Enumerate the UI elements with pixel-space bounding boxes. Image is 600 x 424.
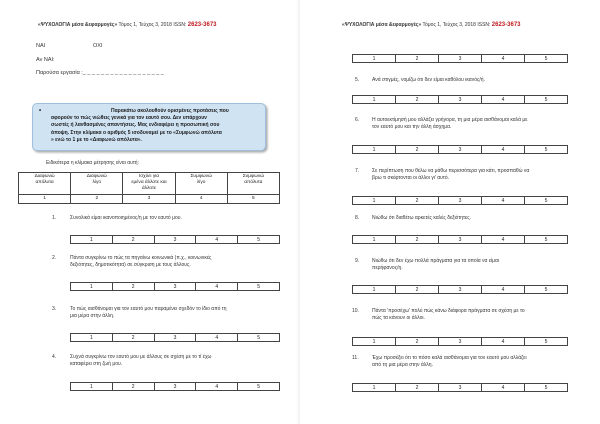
question-number: 3. xyxy=(52,306,57,312)
instruction-line: Παρακάτω ακολουθούν ορισμένες προτάσεις που xyxy=(111,108,229,114)
legend-cell-4: Συμφωνώ λίγο xyxy=(175,173,227,195)
rating-option[interactable]: 5 xyxy=(525,236,568,244)
rating-scale xyxy=(70,235,280,244)
legend-number: 1 xyxy=(19,195,71,204)
question-text: Πάντα 'προσέχω' πολύ πώς κάνω διάφορα πράγματα σε σχέση με το πώς τα κάνουν οι άλλοι. xyxy=(372,308,525,321)
rating-option[interactable]: 3 xyxy=(439,197,482,205)
right-page xyxy=(300,0,600,424)
rating-option[interactable]: 2 xyxy=(396,384,439,392)
rating-option[interactable]: 5 xyxy=(238,334,280,342)
issn-number: 2623-3673 xyxy=(491,22,521,28)
legend-number: 4 xyxy=(175,195,227,204)
rating-option[interactable]: 5 xyxy=(525,338,568,346)
rating-option[interactable]: 4 xyxy=(196,236,238,244)
rating-option[interactable]: 3 xyxy=(154,236,196,244)
rating-option[interactable]: 4 xyxy=(196,283,238,291)
rating-option[interactable]: 2 xyxy=(112,283,154,291)
rating-option[interactable]: 5 xyxy=(525,55,568,63)
question-text: Έχω προσέξει ότι το πόσο καλά αισθάνομαι για τον εαυτό μου αλλάζει από τη μια μέρα στην άλλη. xyxy=(372,355,527,368)
question-text: Το πώς αισθάνομαι για τον εαυτό μου παραμένει σχεδόν το ίδιο από τη μια μέρα στην άλλη. xyxy=(70,306,227,319)
rating-option[interactable]: 2 xyxy=(396,197,439,205)
question-text: Η αυτοεκτίμησή μου αλλάζει γρήγορα, τη μια μέρα αισθάνομαι καλά με τον εαυτό μου και την άλλη άσχημα. xyxy=(372,117,528,130)
rating-option[interactable]: 3 xyxy=(154,334,196,342)
rating-scale xyxy=(70,382,280,391)
page-header xyxy=(38,22,217,28)
rating-option[interactable]: 4 xyxy=(196,383,238,391)
rating-option[interactable]: 1 xyxy=(71,283,113,291)
journal-volume: Τόμος 1, Τεύχος 3, 2018 xyxy=(422,22,476,28)
rating-option[interactable]: 2 xyxy=(112,383,154,391)
issn-number: 2623-3673 xyxy=(187,22,217,28)
legend-cell-2: Διαφωνώ λίγο xyxy=(71,173,123,195)
issn-label: ISSN: xyxy=(173,22,187,28)
instruction-line: άποψη. Στην κλίμακα ο αριθμός 5 ισοδυναμεί με το «Συμφωνώ απόλυτα xyxy=(51,129,222,136)
rating-option[interactable]: 4 xyxy=(482,146,525,154)
instruction-line: σωστές ή λανθασμένες απαντήσεις. Μας ενδιαφέρει η προσωπική σου xyxy=(51,122,220,129)
legend-number: 2 xyxy=(71,195,123,204)
rating-option[interactable]: 4 xyxy=(482,96,525,104)
rating-option[interactable]: 4 xyxy=(482,338,525,346)
question-number: 7. xyxy=(355,168,360,174)
rating-option[interactable]: 5 xyxy=(525,286,568,294)
rating-option[interactable]: 2 xyxy=(396,96,439,104)
journal-title: «ΨΥΧΟΛΟΓΙΑ μέσα &εφαρμογές» xyxy=(38,22,118,28)
question-number: 6. xyxy=(355,117,360,123)
legend-cell-5: Συμφωνώ απόλυτα xyxy=(227,173,279,195)
rating-option[interactable]: 5 xyxy=(238,283,280,291)
rating-scale xyxy=(352,285,568,294)
rating-scale xyxy=(352,145,568,154)
rating-option[interactable]: 2 xyxy=(396,236,439,244)
question-text: Συνολικά είμαι ικανοποιημένος/η με τον εαυτό μου. xyxy=(70,215,182,221)
rating-option[interactable]: 4 xyxy=(482,384,525,392)
rating-option[interactable]: 1 xyxy=(71,383,113,391)
yes-label: ΝΑΙ xyxy=(36,43,46,49)
question-text: Νιώθω ότι διαθέτω αρκετές καλές δεξιότητες. xyxy=(372,215,472,221)
question-text: Πάντα συγκρίνω το πώς τα πηγαίνω κοινωνικά (π.χ., κοινωνικές δεξιότητες, δημοτικότητα) σε σύγκριση με τους άλλους. xyxy=(70,255,212,268)
rating-option[interactable]: 4 xyxy=(482,236,525,244)
legend-number: 3 xyxy=(123,195,175,204)
question-number: 1. xyxy=(52,215,57,221)
rating-option[interactable]: 3 xyxy=(439,384,482,392)
page-header xyxy=(342,22,521,28)
rating-option[interactable]: 1 xyxy=(353,197,396,205)
rating-option[interactable]: 2 xyxy=(396,338,439,346)
rating-scale xyxy=(352,95,568,104)
rating-scale xyxy=(352,337,568,346)
instruction-line: αφορούν το πώς νιώθεις γενικά για τον εαυτό σου. Δεν υπάρχουν xyxy=(51,115,207,122)
rating-option[interactable]: 3 xyxy=(439,146,482,154)
rating-option[interactable]: 5 xyxy=(525,96,568,104)
instructions-box xyxy=(32,103,266,151)
rating-option[interactable]: 3 xyxy=(154,283,196,291)
journal-title: «ΨΥΧΟΛΟΓΙΑ μέσα &εφαρμογές» xyxy=(342,22,422,28)
rating-option[interactable]: 3 xyxy=(439,286,482,294)
question-number: 10. xyxy=(352,308,359,314)
rating-option[interactable]: 2 xyxy=(396,286,439,294)
rating-option[interactable]: 1 xyxy=(71,236,113,244)
rating-option[interactable]: 1 xyxy=(353,384,396,392)
question-number: 2. xyxy=(52,255,57,261)
rating-option[interactable]: 5 xyxy=(238,383,280,391)
question-text: Συχνά συγκρίνω τον εαυτό μου με άλλους σε σχέση με το τί έχω καταφέρει στη ζωή μου. xyxy=(70,354,212,367)
rating-scale xyxy=(70,333,280,342)
question-number: 4. xyxy=(52,354,57,360)
rating-option[interactable]: 3 xyxy=(439,55,482,63)
rating-option[interactable]: 1 xyxy=(353,286,396,294)
rating-option[interactable]: 5 xyxy=(525,146,568,154)
bullet-icon: • xyxy=(39,108,42,114)
rating-option[interactable]: 1 xyxy=(71,334,113,342)
rating-option[interactable]: 4 xyxy=(482,286,525,294)
question-text: Ανά στιγμές, νομίζω ότι δεν είμαι καθόλου ικανός/ή. xyxy=(372,77,485,83)
legend-number: 5 xyxy=(227,195,279,204)
question-number: 11. xyxy=(352,355,359,361)
question-number: 5. xyxy=(355,77,360,83)
rating-option[interactable]: 4 xyxy=(196,334,238,342)
rating-option[interactable]: 3 xyxy=(439,338,482,346)
rating-option[interactable]: 3 xyxy=(439,236,482,244)
rating-option[interactable]: 5 xyxy=(238,236,280,244)
issn-label: ISSN: xyxy=(477,22,491,28)
rating-option[interactable]: 2 xyxy=(396,146,439,154)
rating-option[interactable]: 1 xyxy=(353,236,396,244)
rating-option[interactable]: 4 xyxy=(482,55,525,63)
rating-option[interactable]: 2 xyxy=(396,55,439,63)
rating-option[interactable]: 5 xyxy=(525,384,568,392)
rating-option[interactable]: 3 xyxy=(154,383,196,391)
duration-field: Παρούσα εργασία :_ _ _ _ _ _ _ _ _ _ _ _ _ _ _ _ _ _ xyxy=(36,70,164,76)
question-number: 8. xyxy=(355,215,360,221)
rating-option[interactable]: 1 xyxy=(353,96,396,104)
if-yes-label: Αν ΝΑΙ: xyxy=(36,57,55,63)
rating-option[interactable]: 1 xyxy=(353,338,396,346)
rating-option[interactable]: 4 xyxy=(482,197,525,205)
legend-cell-1: Διαφωνώ απόλυτα xyxy=(19,173,71,195)
rating-option[interactable]: 2 xyxy=(112,236,154,244)
rating-scale xyxy=(352,196,568,205)
no-label: ΟΧΙ xyxy=(93,43,103,49)
scale-intro: Ειδικότερα η κλίμακα μέτρησης είναι αυτή: xyxy=(46,160,139,166)
rating-scale xyxy=(70,282,280,291)
rating-option[interactable]: 5 xyxy=(525,197,568,205)
rating-scale xyxy=(352,235,568,244)
legend-cell-3: Ισχύει για εμένα άλλοτε και άλλοτε xyxy=(123,173,175,195)
rating-scale xyxy=(352,383,568,392)
question-text: Νιώθω ότι δεν έχω πολλά πράγματα για τα οποία να είμαι περήφανος/η. xyxy=(372,258,500,271)
question-text: Σε περίπτωση που θέλω να μάθω περισσότερα για κάτι, προσπαθώ να βρω τι σκέφτονται οι άλλοι γι' αυτό. xyxy=(372,168,530,181)
scale-legend-table xyxy=(18,172,280,204)
rating-option[interactable]: 2 xyxy=(112,334,154,342)
journal-volume: Τόμος 1, Τεύχος 3, 2018 xyxy=(118,22,172,28)
rating-option[interactable]: 3 xyxy=(439,96,482,104)
rating-scale xyxy=(352,54,568,63)
instruction-line: » ενώ το 1 με το «Διαφωνώ απόλυτα». xyxy=(51,136,142,143)
rating-option[interactable]: 1 xyxy=(353,55,396,63)
rating-option[interactable]: 1 xyxy=(353,146,396,154)
question-number: 9. xyxy=(355,258,360,264)
